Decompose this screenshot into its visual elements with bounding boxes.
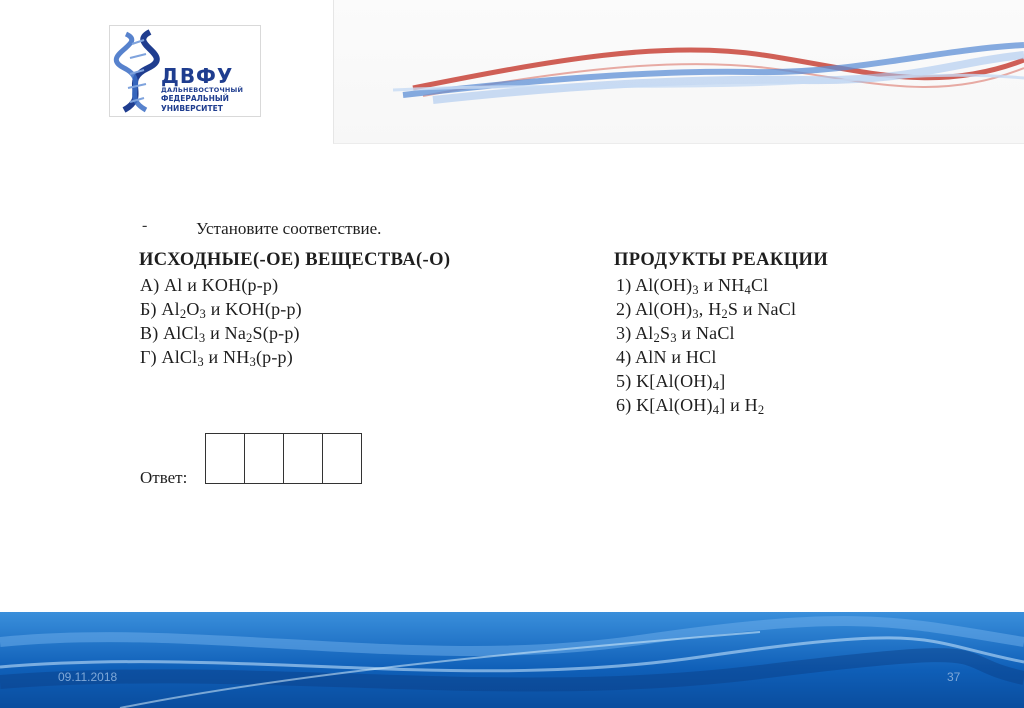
logo-line-3: УНИВЕРСИТЕТ bbox=[161, 104, 223, 113]
bullet-dash: - bbox=[142, 217, 148, 234]
product-item-3: 3) $Al_2S_3$ и NaCl bbox=[616, 323, 735, 345]
footer-waves bbox=[0, 612, 1024, 708]
left-column-heading: ИСХОДНЫЕ(-ОЕ) ВЕЩЕСТВА(-О) bbox=[139, 250, 451, 270]
logo-title: ДВФУ bbox=[161, 64, 234, 88]
decorative-waves bbox=[333, 0, 1024, 143]
reactant-item-g: Г) AlCl$_3$ и $NH_3(р-р)$ bbox=[140, 347, 293, 369]
slide-date: 09.11.2018 bbox=[58, 670, 118, 684]
reactant-item-a: А) Al и KOH(р-р) bbox=[140, 275, 279, 295]
right-column-heading: ПРОДУКТЫ РЕАКЦИИ bbox=[614, 250, 829, 270]
answer-box-2[interactable] bbox=[244, 433, 284, 484]
answer-label: Ответ: bbox=[140, 468, 188, 487]
slide-number: 37 bbox=[947, 670, 961, 684]
product-item-6: 6) $K[Al(OH)_4]$ и $H_2$ bbox=[616, 395, 765, 417]
footer-band bbox=[0, 612, 1024, 708]
product-item-2: 2) $Al(OH)_3$, $H_2S$ и NaCl bbox=[616, 299, 797, 321]
product-item-4: 4) AlN и HCl bbox=[616, 347, 717, 367]
product-item-1: 1) $Al(OH)_3$ и $NH_4Cl$ bbox=[616, 275, 769, 297]
product-item-5: 5) $K[Al(OH)_4]$ bbox=[616, 371, 726, 393]
answer-box-4[interactable] bbox=[322, 433, 362, 484]
answer-box-1[interactable] bbox=[205, 433, 245, 484]
reactant-item-b: Б) $Al_2O_3$ и KOH(р-р) bbox=[140, 299, 302, 321]
logo-line-2: ФЕДЕРАЛЬНЫЙ bbox=[161, 94, 229, 103]
task-instruction: Установите соответствие. bbox=[196, 219, 382, 238]
logo-line-1: ДАЛЬНЕВОСТОЧНЫЙ bbox=[161, 86, 244, 94]
university-logo bbox=[109, 25, 261, 117]
reactant-item-v: В) AlCl$_3$ и $Na_2S(р-р)$ bbox=[140, 323, 300, 345]
answer-box-3[interactable] bbox=[283, 433, 323, 484]
